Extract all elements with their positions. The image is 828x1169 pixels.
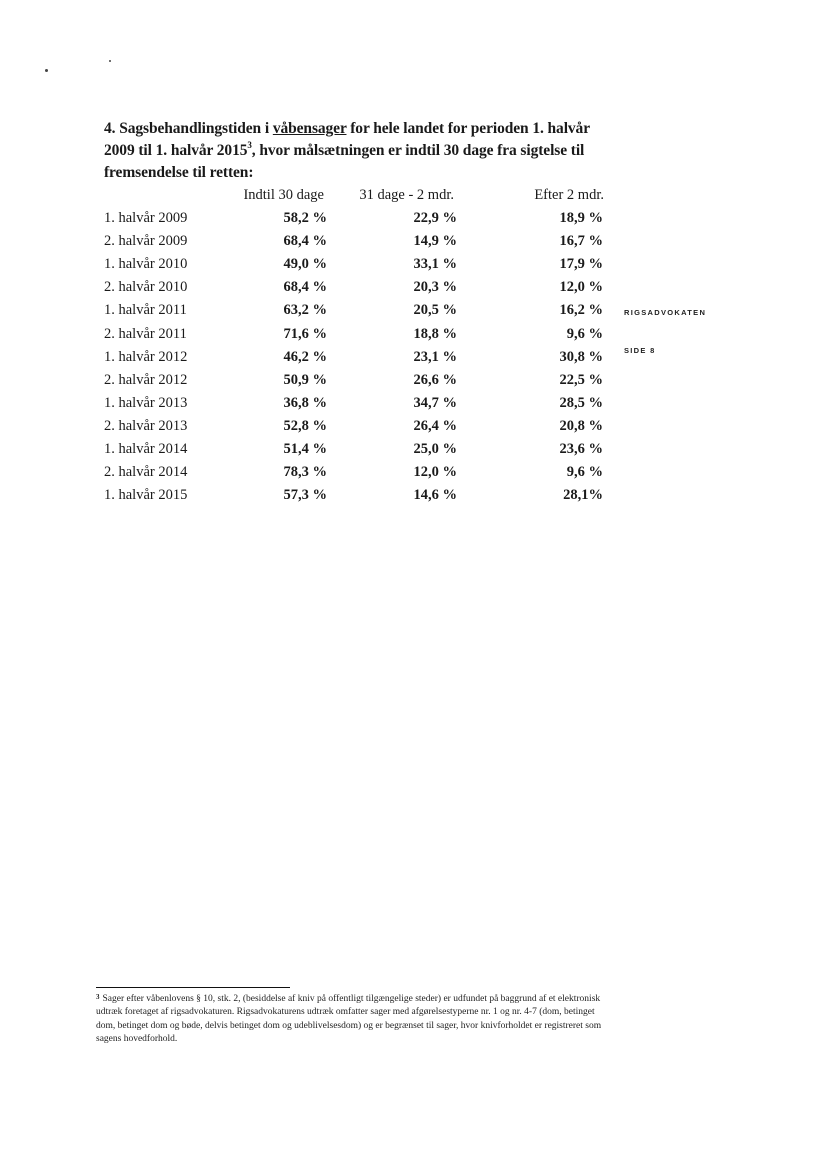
value-cell: 12,0 %: [413, 464, 457, 481]
period-cell: 1. halvår 2010: [104, 256, 188, 273]
value-cell: 52,8 %: [283, 417, 327, 434]
period-cell: 1. halvår 2015: [104, 487, 188, 504]
value-cell: 58,2 %: [283, 210, 327, 227]
value-cell: 49,0 %: [283, 256, 327, 273]
value-cell: 57,3 %: [283, 487, 327, 504]
value-cell: 22,9 %: [413, 210, 457, 227]
value-cell: 51,4 %: [283, 441, 327, 458]
value-cell: 50,9 %: [283, 371, 327, 388]
period-cell: 2. halvår 2011: [104, 325, 187, 342]
page-number: SIDE 8: [624, 346, 656, 355]
value-cell: 16,7 %: [559, 233, 603, 250]
period-cell: 2. halvår 2012: [104, 371, 188, 388]
value-cell: 20,3 %: [413, 279, 457, 296]
value-cell: 28,1%: [563, 487, 603, 504]
table-row: [104, 207, 624, 230]
period-cell: 2. halvår 2013: [104, 417, 188, 434]
value-cell: 20,8 %: [559, 417, 603, 434]
value-cell: 17,9 %: [559, 256, 603, 273]
value-cell: 63,2 %: [283, 302, 327, 319]
section-heading: 4. Sagsbehandlingstiden i våbensager for hele landet for perioden 1. halvår 2009 til 1. halvår 2015$^3$, hvor målsætningen er indtil 30 dage fra sigtelse til fremsendelse til retten:: [104, 120, 590, 181]
value-cell: 30,8 %: [559, 348, 603, 365]
value-cell: 25,0 %: [413, 441, 457, 458]
footnote-reference: 3: [247, 140, 252, 150]
value-cell: 14,6 %: [413, 487, 457, 504]
table-header: [104, 184, 624, 207]
period-cell: 1. halvår 2011: [104, 302, 187, 319]
value-cell: 20,5 %: [413, 302, 457, 319]
table-row: [104, 276, 624, 299]
value-cell: 78,3 %: [283, 464, 327, 481]
column-header: 31 dage - 2 mdr.: [359, 187, 454, 203]
table-row: [104, 415, 624, 438]
table-row: [104, 461, 624, 484]
value-cell: 36,8 %: [283, 394, 327, 411]
table-row: [104, 484, 624, 507]
value-cell: 68,4 %: [283, 279, 327, 296]
column-header: Indtil 30 dage: [243, 187, 324, 203]
period-cell: 1. halvår 2012: [104, 348, 188, 365]
footnote-number: 3: [96, 993, 100, 1001]
period-cell: 2. halvår 2010: [104, 279, 188, 296]
period-cell: 1. halvår 2014: [104, 441, 188, 458]
table-row: [104, 346, 624, 369]
heading-underlined-term: våbensager: [272, 120, 347, 137]
table-row: [104, 323, 624, 346]
value-cell: 12,0 %: [559, 279, 603, 296]
value-cell: 9,6 %: [566, 464, 603, 481]
footnote: [96, 993, 616, 1047]
table-row: [104, 392, 624, 415]
table-row: [104, 253, 624, 276]
value-cell: 68,4 %: [283, 233, 327, 250]
value-cell: 33,1 %: [413, 256, 457, 273]
value-cell: 16,2 %: [559, 302, 603, 319]
table-row: [104, 369, 624, 392]
period-cell: 2. halvår 2009: [104, 233, 188, 250]
period-cell: 2. halvår 2014: [104, 464, 188, 481]
table-row: [104, 230, 624, 253]
value-cell: 22,5 %: [559, 371, 603, 388]
case-processing-table: [104, 184, 624, 507]
value-cell: 26,4 %: [413, 417, 457, 434]
value-cell: 34,7 %: [413, 394, 457, 411]
period-cell: 1. halvår 2009: [104, 210, 188, 227]
value-cell: 71,6 %: [283, 325, 327, 342]
organization-label: RIGSADVOKATEN: [624, 308, 707, 317]
scan-speck: [45, 69, 48, 72]
footnote-divider: [96, 987, 290, 988]
table-row: [104, 299, 624, 322]
footnote-text: Sager efter våbenlovens § 10, stk. 2, (besiddelse af kniv på offentligt tilgængelige steder) er udfundet på baggrund af et elektronisk udtræk foretaget af rigsadvokaturen. Rigsadvokaturens udtræk omfatter sager med afgørelsestyperne nr. 1 og nr. 4-7 (dom, betinget dom, betinget dom og bøde, delvis betinget dom og udeblivelsesdom) og er begrænset til sager, hvor knivforholdet er registreret som sagens hovedforhold.: [96, 994, 602, 1045]
column-header: Efter 2 mdr.: [534, 187, 604, 203]
value-cell: 14,9 %: [413, 233, 457, 250]
value-cell: 23,6 %: [559, 441, 603, 458]
value-cell: 18,8 %: [413, 325, 457, 342]
value-cell: 9,6 %: [566, 325, 603, 342]
period-cell: 1. halvår 2013: [104, 394, 188, 411]
value-cell: 18,9 %: [559, 210, 603, 227]
value-cell: 26,6 %: [413, 371, 457, 388]
value-cell: 28,5 %: [559, 394, 603, 411]
value-cell: 23,1 %: [413, 348, 457, 365]
scan-speck: [109, 60, 111, 62]
table-row: [104, 438, 624, 461]
value-cell: 46,2 %: [283, 348, 327, 365]
